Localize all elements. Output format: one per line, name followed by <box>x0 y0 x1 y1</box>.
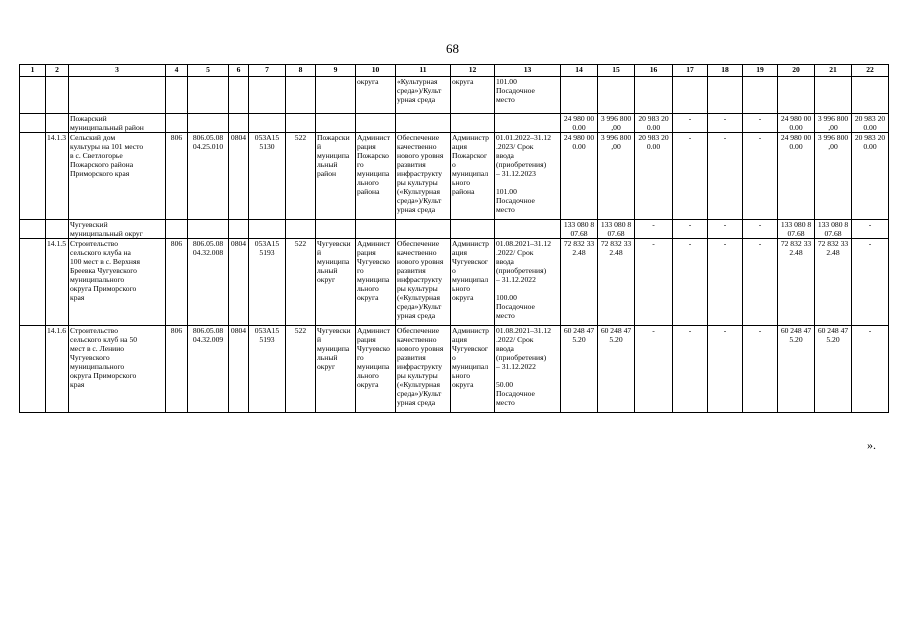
table-cell: - <box>635 239 673 326</box>
table-cell: - <box>743 133 778 220</box>
column-header: 21 <box>815 65 852 77</box>
table-row <box>20 114 889 133</box>
table-row <box>20 326 889 413</box>
table-cell: 24 980 00 0.00 <box>778 114 815 133</box>
table-cell: 053А15 5193 <box>249 326 286 413</box>
table-cell: Обеспечение качественно нового уровня развития инфраструкту ры культуры («Культурная среда»)/Культ урная среда <box>396 133 451 220</box>
table-cell: Админист рация Чугуевско го муниципа льного округа <box>356 239 396 326</box>
table-cell: 14.1.3 <box>46 133 69 220</box>
table-cell <box>166 220 188 239</box>
column-header: 10 <box>356 65 396 77</box>
table-cell <box>46 220 69 239</box>
table-cell <box>708 77 743 114</box>
table-cell <box>46 77 69 114</box>
table-cell: 01.08.2021–31.12 .2022/ Срок ввода (приобретения) – 31.12.2022 100.00 Посадочное место <box>495 239 561 326</box>
table-cell <box>69 77 166 114</box>
table-cell <box>852 77 889 114</box>
table-cell: - <box>708 239 743 326</box>
table-cell: - <box>852 326 889 413</box>
table-cell: - <box>708 114 743 133</box>
column-header: 1 <box>20 65 46 77</box>
table-cell: - <box>743 326 778 413</box>
table-cell: 0804 <box>229 239 249 326</box>
table-cell: Обеспечение качественно нового уровня развития инфраструкту ры культуры («Культурная среда»)/Культ урная среда <box>396 239 451 326</box>
column-header: 14 <box>561 65 598 77</box>
table-cell <box>20 133 46 220</box>
table-cell: Чугуевский муниципальный округ <box>69 220 166 239</box>
column-header: 15 <box>598 65 635 77</box>
column-header: 4 <box>166 65 188 77</box>
table-cell: 3 996 800 ,00 <box>815 114 852 133</box>
table-cell: 053А15 5193 <box>249 239 286 326</box>
table-cell: 133 080 8 07.68 <box>598 220 635 239</box>
table-cell <box>356 220 396 239</box>
table-cell: 522 <box>286 239 316 326</box>
table-cell: Чугуевски й муниципа льный округ <box>316 326 356 413</box>
table-cell: Сельский дом культуры на 101 место в с. Светлогорье Пожарского района Приморского края <box>69 133 166 220</box>
page-number: 68 <box>446 41 459 56</box>
table-cell: Админист рация Чугуевско го муниципа льного округа <box>356 326 396 413</box>
table-cell <box>598 77 635 114</box>
table-cell: 20 983 20 0.00 <box>635 114 673 133</box>
table-cell: 133 080 8 07.68 <box>815 220 852 239</box>
table-cell <box>20 114 46 133</box>
table-cell: 01.08.2021–31.12 .2022/ Срок ввода (приобретения) – 31.12.2022 50.00 Посадочное место <box>495 326 561 413</box>
column-header: 7 <box>249 65 286 77</box>
table-cell: Админист рация Пожарско го муниципа льного района <box>356 133 396 220</box>
table-cell <box>495 114 561 133</box>
table-cell: 72 832 33 2.48 <box>598 239 635 326</box>
table-cell <box>743 77 778 114</box>
table-cell <box>356 114 396 133</box>
table-row <box>20 239 889 326</box>
table-cell: - <box>673 133 708 220</box>
column-header: 22 <box>852 65 889 77</box>
table-cell: - <box>852 239 889 326</box>
column-header: 2 <box>46 65 69 77</box>
table-cell <box>166 77 188 114</box>
table-cell: 522 <box>286 133 316 220</box>
table-cell: 133 080 8 07.68 <box>561 220 598 239</box>
table-cell <box>20 239 46 326</box>
table-cell <box>188 77 229 114</box>
table-cell <box>229 77 249 114</box>
column-header: 16 <box>635 65 673 77</box>
table-cell: 72 832 33 2.48 <box>778 239 815 326</box>
column-header: 17 <box>673 65 708 77</box>
table-cell: - <box>743 220 778 239</box>
table-cell <box>635 77 673 114</box>
column-header: 11 <box>396 65 451 77</box>
column-header: 8 <box>286 65 316 77</box>
table-cell <box>673 77 708 114</box>
table-cell <box>20 220 46 239</box>
table-cell <box>188 114 229 133</box>
column-header: 12 <box>451 65 495 77</box>
table-cell: 806.05.08 04.32.008 <box>188 239 229 326</box>
table-cell: 60 248 47 5.20 <box>598 326 635 413</box>
table-cell: 60 248 47 5.20 <box>815 326 852 413</box>
table-cell: - <box>673 239 708 326</box>
table-cell <box>495 220 561 239</box>
table-cell: 72 832 33 2.48 <box>815 239 852 326</box>
table-cell: 20 983 20 0.00 <box>852 133 889 220</box>
table-cell: 806 <box>166 133 188 220</box>
table-cell <box>249 114 286 133</box>
table-row <box>20 220 889 239</box>
table-cell: - <box>635 326 673 413</box>
table-cell: - <box>673 220 708 239</box>
table-cell: 522 <box>286 326 316 413</box>
column-header: 18 <box>708 65 743 77</box>
column-header: 9 <box>316 65 356 77</box>
table-cell: 01.01.2022–31.12 .2023/ Срок ввода (приобретения) – 31.12.2023 101.00 Посадочное место <box>495 133 561 220</box>
table-cell: Пожарски й муниципа льный район <box>316 133 356 220</box>
table-cell: - <box>635 220 673 239</box>
table-cell <box>396 220 451 239</box>
table-cell <box>20 326 46 413</box>
table-cell: 3 996 800 ,00 <box>598 133 635 220</box>
table-cell: - <box>673 114 708 133</box>
table-cell: 0804 <box>229 133 249 220</box>
table-cell: 806.05.08 04.32.009 <box>188 326 229 413</box>
table-cell <box>451 220 495 239</box>
table-cell: 0804 <box>229 326 249 413</box>
table-cell: округа <box>356 77 396 114</box>
table-cell: 24 980 00 0.00 <box>561 114 598 133</box>
table-row <box>20 77 889 114</box>
table-cell: 14.1.5 <box>46 239 69 326</box>
table-cell <box>286 220 316 239</box>
table-cell: - <box>708 133 743 220</box>
table-cell: Строительство сельского клуб на 50 мест в с. Лениио Чугуевского муниципального округа Приморского края <box>69 326 166 413</box>
table-cell <box>316 77 356 114</box>
table-cell: 60 248 47 5.20 <box>778 326 815 413</box>
table-cell <box>249 77 286 114</box>
table-cell: Строительство сельского клуба на 100 мест в с. Верхняя Бреевка Чугуевского муниципального округа Приморского края <box>69 239 166 326</box>
table-cell: 60 248 47 5.20 <box>561 326 598 413</box>
table-cell: Чугуевски й муниципа льный округ <box>316 239 356 326</box>
column-header: 13 <box>495 65 561 77</box>
table-cell: 3 996 800 ,00 <box>815 133 852 220</box>
table-cell: 806 <box>166 239 188 326</box>
table-cell: - <box>852 220 889 239</box>
column-header: 5 <box>188 65 229 77</box>
column-header: 6 <box>229 65 249 77</box>
table-cell <box>561 77 598 114</box>
budget-table <box>19 64 889 413</box>
table-cell: 20 983 20 0.00 <box>852 114 889 133</box>
table-cell: 24 980 00 0.00 <box>778 133 815 220</box>
closing-quote-mark: ». <box>867 438 876 452</box>
table-cell <box>451 114 495 133</box>
table-cell: 053А15 5130 <box>249 133 286 220</box>
column-header: 3 <box>69 65 166 77</box>
table-cell: - <box>673 326 708 413</box>
table-cell: 806 <box>166 326 188 413</box>
table-cell <box>286 77 316 114</box>
table-cell <box>316 114 356 133</box>
table-cell <box>46 114 69 133</box>
table-cell: Администр ация Пожарског о муниципал ьного района <box>451 133 495 220</box>
column-header: 20 <box>778 65 815 77</box>
table-cell: 20 983 20 0.00 <box>635 133 673 220</box>
table-cell <box>316 220 356 239</box>
table-cell: Пожарский муниципальный район <box>69 114 166 133</box>
table-cell <box>229 114 249 133</box>
table-cell: - <box>708 220 743 239</box>
table-cell: 3 996 800 ,00 <box>598 114 635 133</box>
table-cell <box>166 114 188 133</box>
table-cell: 72 832 33 2.48 <box>561 239 598 326</box>
table-cell <box>396 114 451 133</box>
table-cell <box>815 77 852 114</box>
table-cell: 101.00 Посадочное место <box>495 77 561 114</box>
table-cell: Администр ация Чугуевског о муниципал ьного округа <box>451 326 495 413</box>
table-cell <box>286 114 316 133</box>
table-cell: 133 080 8 07.68 <box>778 220 815 239</box>
table-cell <box>229 220 249 239</box>
table-cell: Администр ация Чугуевског о муниципал ьного округа <box>451 239 495 326</box>
table-cell <box>188 220 229 239</box>
table-cell <box>778 77 815 114</box>
table-cell <box>20 77 46 114</box>
table-cell <box>249 220 286 239</box>
table-cell: округа <box>451 77 495 114</box>
table-cell: 14.1.6 <box>46 326 69 413</box>
table-cell: 24 980 00 0.00 <box>561 133 598 220</box>
table-header-row <box>20 65 889 77</box>
table-cell: Обеспечение качественно нового уровня развития инфраструкту ры культуры («Культурная среда»)/Культ урная среда <box>396 326 451 413</box>
table-cell: «Культурная среда»)/Культ урная среда <box>396 77 451 114</box>
table-cell: - <box>708 326 743 413</box>
column-header: 19 <box>743 65 778 77</box>
table-cell: 806.05.08 04.25.010 <box>188 133 229 220</box>
table-row <box>20 133 889 220</box>
table-cell: - <box>743 114 778 133</box>
table-cell: - <box>743 239 778 326</box>
